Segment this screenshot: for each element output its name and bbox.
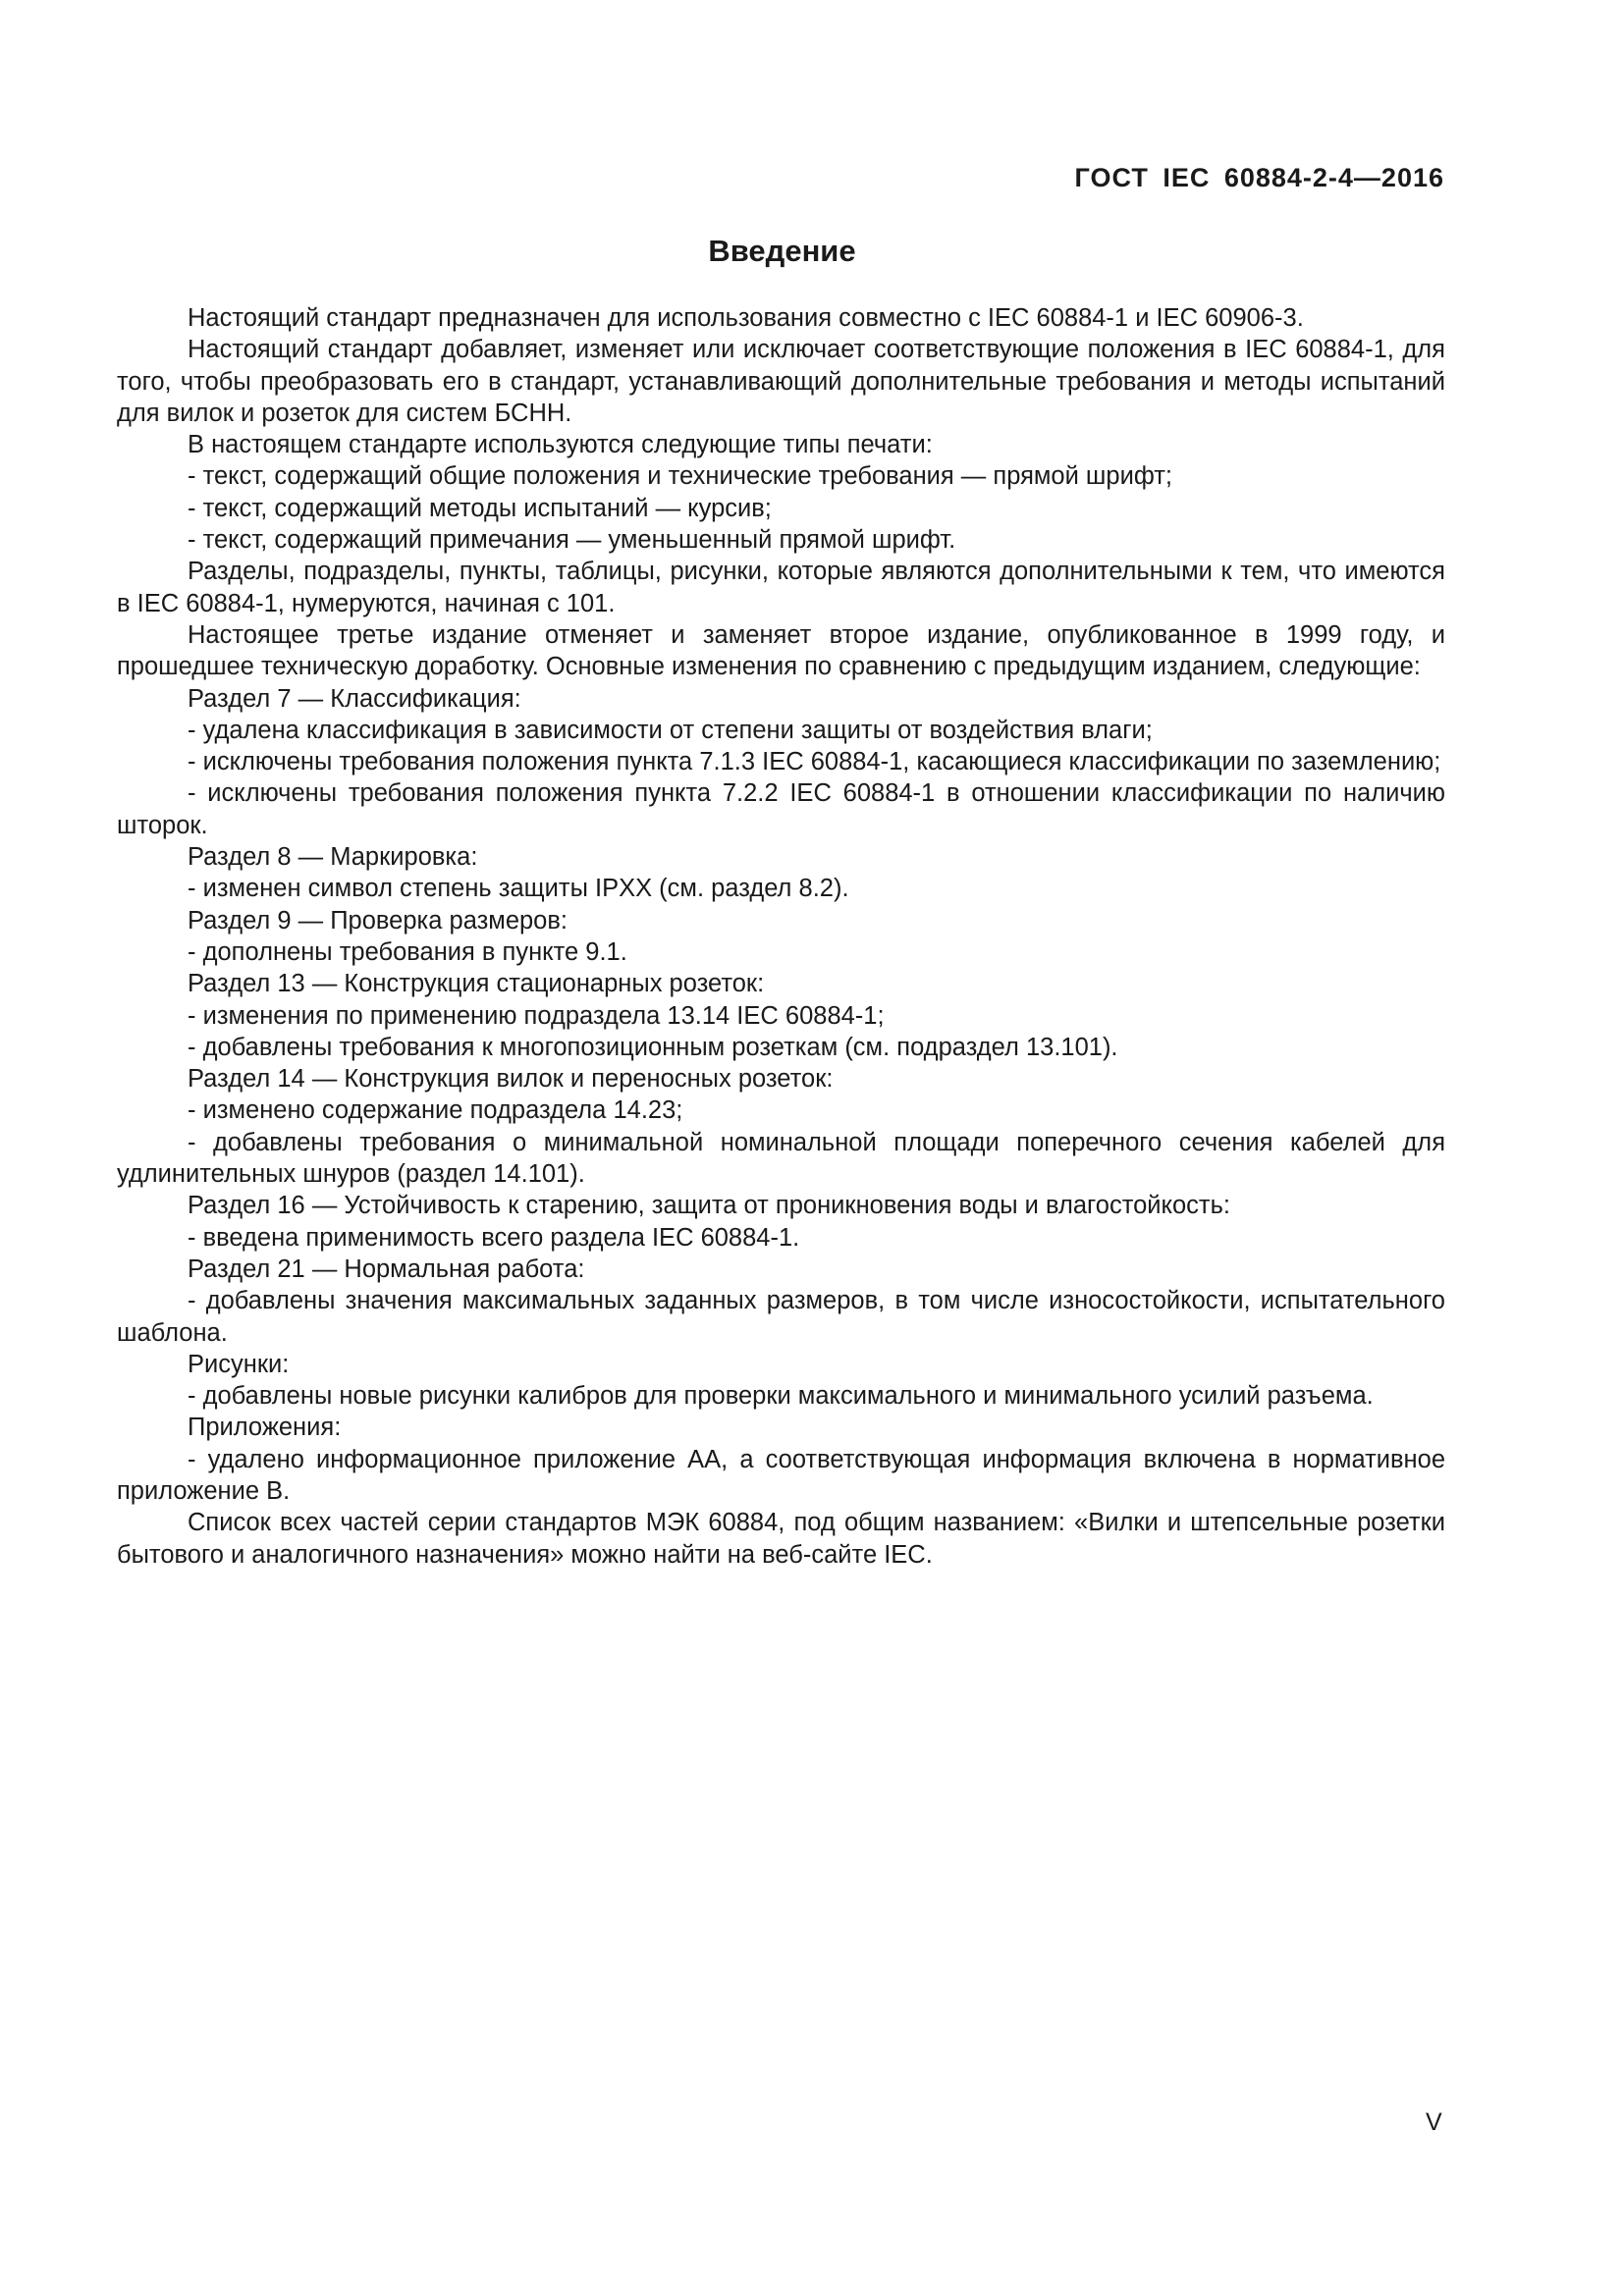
list-item: - введена применимость всего раздела IEC 60884-1. [188, 1223, 800, 1252]
body-text [117, 302, 1445, 1571]
list-item: - текст, содержащий методы испытаний — курсив; [188, 494, 772, 522]
paragraph: Разделы, подразделы, пункты, таблицы, рисунки, которые являются дополнительными к тем, что имеются в IEC 60884-1, нумеруются, начиная с 101. [117, 558, 1445, 617]
list-item: - добавлены значения максимальных заданных размеров, в том числе износостойкости, испытательного шаблона. [117, 1287, 1445, 1347]
paragraph: В настоящем стандарте используются следующие типы печати: [188, 431, 933, 459]
list-item: - изменен символ степень защиты IPXX (см. раздел 8.2). [188, 875, 849, 903]
subsection-heading: Раздел 14 — Конструкция вилок и переносных розеток: [188, 1065, 834, 1094]
page-number: V [1426, 2109, 1442, 2136]
list-item: - добавлены новые рисунки калибров для проверки максимального и минимального усилий разъема. [188, 1382, 1374, 1411]
subsection-heading: Раздел 21 — Нормальная работа: [188, 1255, 585, 1283]
paragraph: Настоящий стандарт предназначен для использования совместно с IEC 60884-1 и IEC 60906-3. [188, 304, 1304, 332]
list-item: - исключены требования положения пункта 7.1.3 IEC 60884-1, касающиеся классификации по заземлению; [188, 748, 1441, 776]
document-designation: ГОСТ IEC 60884-2-4—2016 [1074, 163, 1444, 192]
list-item: - удалено информационное приложение АА, а соответствующая информация включена в нормативное приложение В. [117, 1445, 1445, 1505]
list-item: - удалена классификация в зависимости от степени защиты от воздействия влаги; [188, 716, 1153, 744]
list-item: - текст, содержащий примечания — уменьшенный прямой шрифт. [188, 526, 956, 555]
subsection-heading: Раздел 16 — Устойчивость к старению, защита от проникновения воды и влагостойкость: [188, 1192, 1230, 1220]
subsection-heading: Приложения: [188, 1414, 342, 1442]
subsection-heading: Раздел 8 — Маркировка: [188, 843, 478, 872]
subsection-heading: Раздел 13 — Конструкция стационарных розеток: [188, 970, 765, 998]
list-item: - дополнены требования в пункте 9.1. [188, 937, 627, 966]
paragraph: Настоящее третье издание отменяет и заменяет второе издание, опубликованное в 1999 году, и прошедшее техническую доработку. Основные изменения по сравнению с предыдущим изданием, следующие: [117, 620, 1445, 681]
list-item: - изменено содержание подраздела 14.23; [188, 1096, 683, 1125]
list-item: - текст, содержащий общие положения и технические требования — прямой шрифт; [188, 462, 1173, 491]
subsection-heading: Раздел 7 — Классификация: [188, 684, 521, 713]
paragraph: Список всех частей серии стандартов МЭК 60884, под общим названием: «Вилки и штепсельные розетки бытового и аналогичного назначения» можно найти на веб-сайте IEC. [117, 1509, 1445, 1569]
list-item: - добавлены требования о минимальной номинальной площади поперечного сечения кабелей для удлинительных шнуров (раздел 14.101). [117, 1128, 1445, 1189]
section-title: Введение [708, 234, 856, 268]
list-item: - исключены требования положения пункта 7.2.2 IEC 60884-1 в отношении классификации по наличию шторок. [117, 779, 1445, 839]
list-item: - изменения по применению подраздела 13.14 IEC 60884-1; [188, 1001, 885, 1030]
subsection-heading: Раздел 9 — Проверка размеров: [188, 906, 568, 934]
list-item: - добавлены требования к многопозиционным розеткам (см. подраздел 13.101). [188, 1033, 1118, 1061]
subsection-heading: Рисунки: [188, 1350, 290, 1378]
paragraph: Настоящий стандарт добавляет, изменяет или исключает соответствующие положения в IEC 60884-1, для того, чтобы преобразовать его в стандарт, устанавливающий дополнительные требования и методы испытаний для вилок и розеток для систем БСНН. [117, 336, 1445, 427]
